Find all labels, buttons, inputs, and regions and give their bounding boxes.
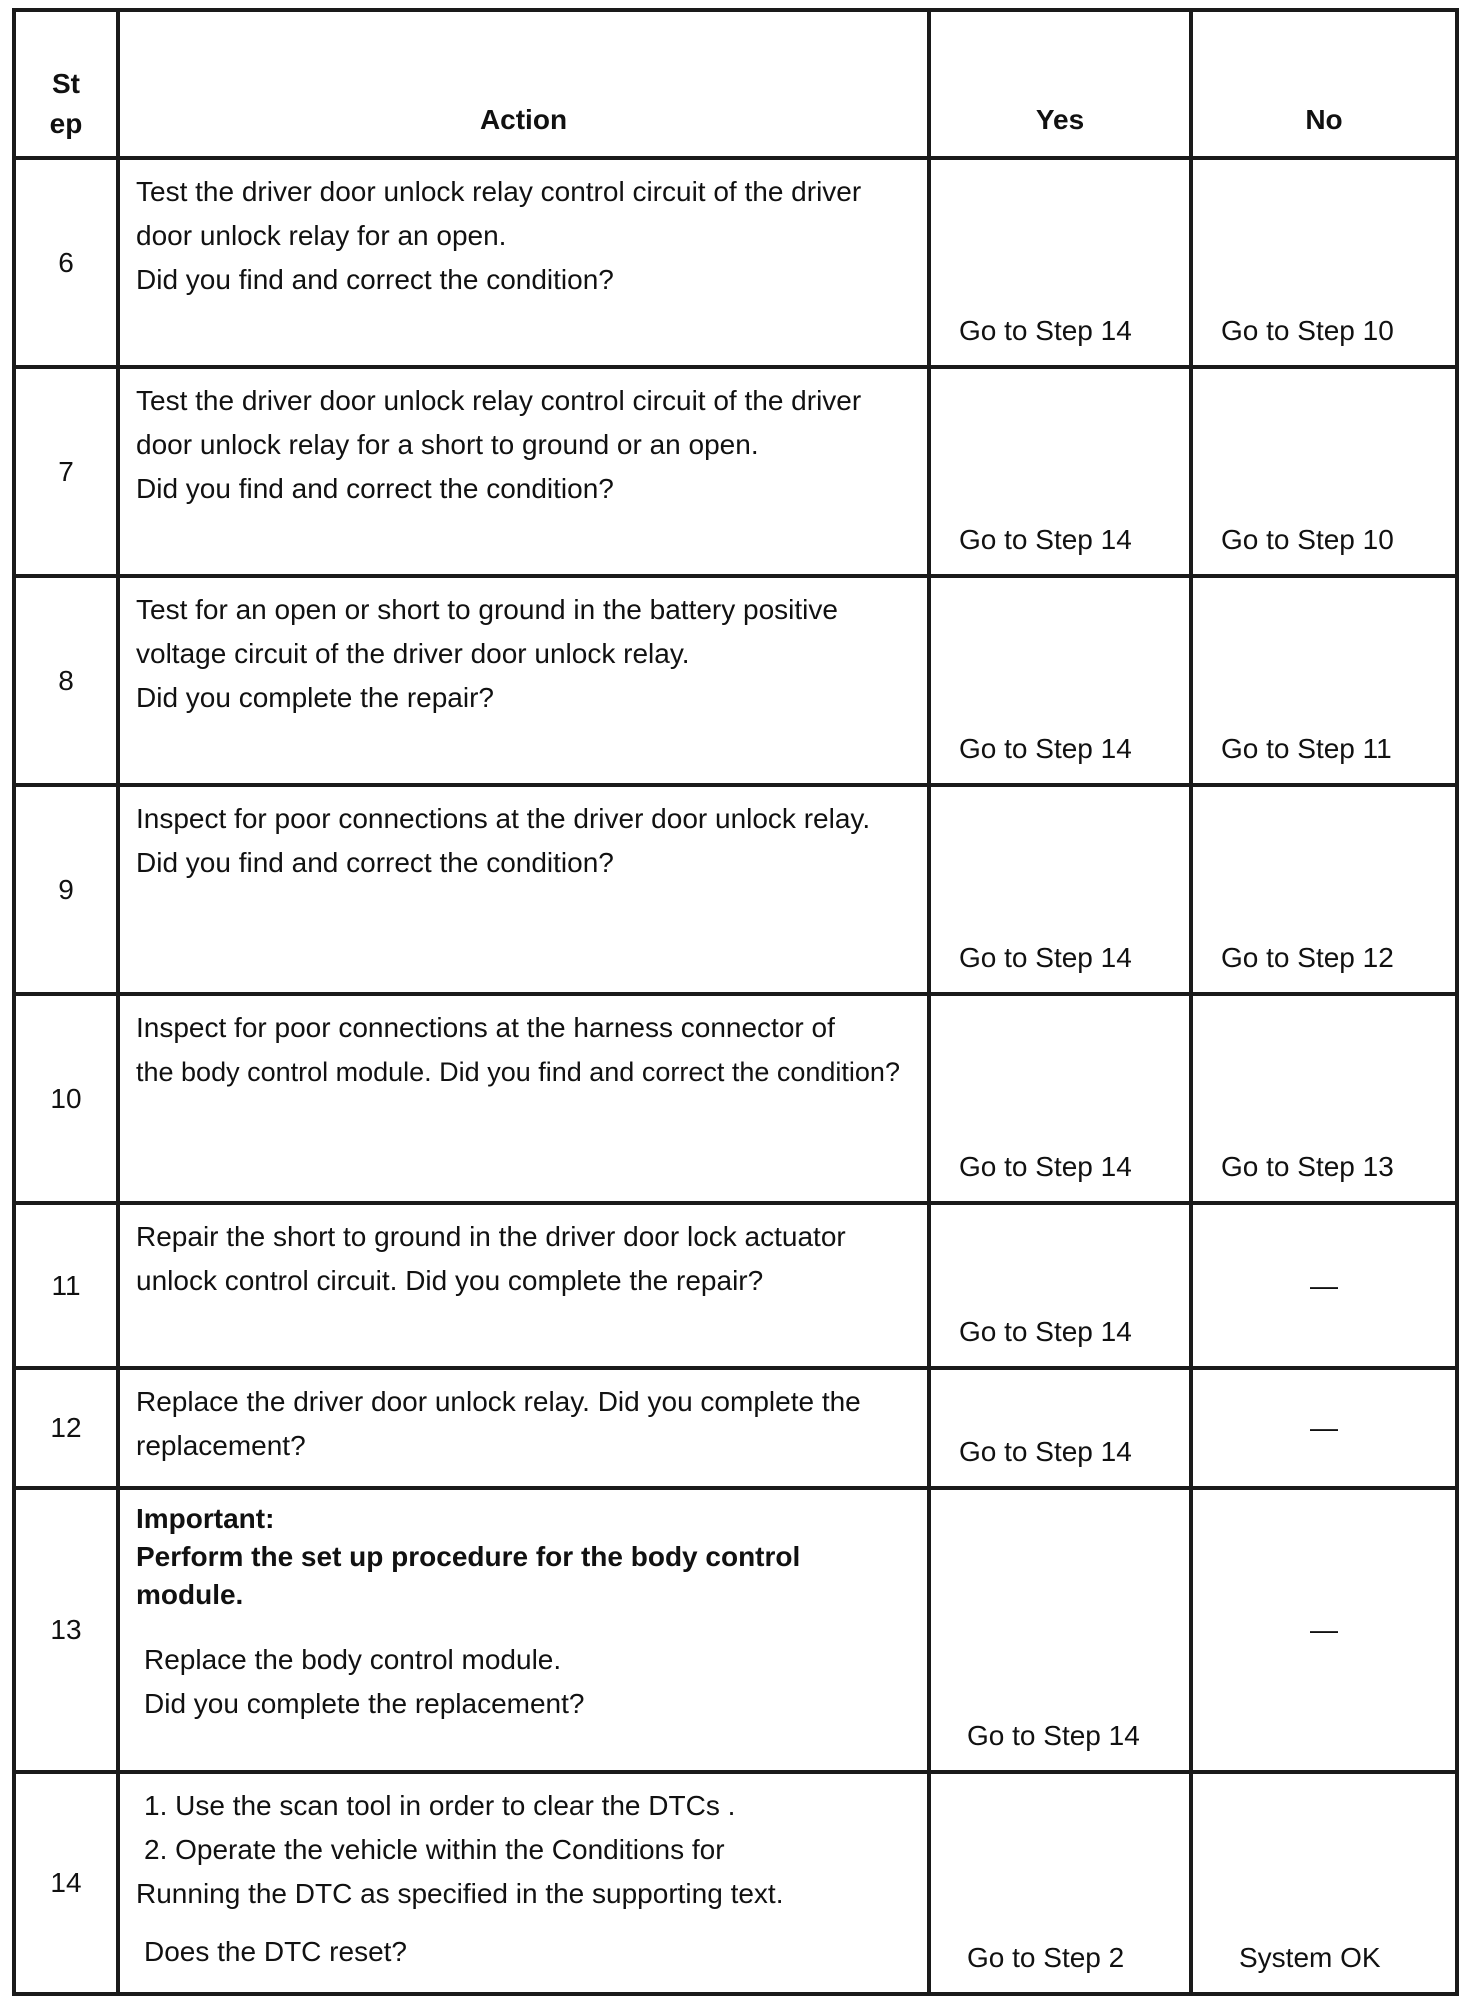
step-number: 10 bbox=[14, 994, 118, 1203]
action-line: Did you complete the repair? bbox=[136, 682, 494, 713]
table-row bbox=[14, 1203, 1457, 1368]
yes-cell: Go to Step 14 bbox=[929, 1203, 1191, 1368]
no-cell: Go to Step 12 bbox=[1191, 785, 1457, 994]
important-label: Important: bbox=[136, 1503, 275, 1534]
table-row bbox=[14, 785, 1457, 994]
action-line: Did you complete the replacement? bbox=[144, 1688, 585, 1719]
header-action: Action bbox=[118, 10, 929, 158]
action-line: Inspect for poor connections at the driver door unlock relay. bbox=[136, 803, 871, 834]
spacer bbox=[136, 1614, 915, 1638]
diagnostic-table bbox=[12, 8, 1459, 1996]
action-line: replacement? bbox=[136, 1430, 306, 1461]
step-number: 13 bbox=[14, 1488, 118, 1772]
step-number: 6 bbox=[14, 158, 118, 367]
important-line: Perform the set up procedure for the body control bbox=[136, 1541, 801, 1572]
action-cell bbox=[118, 785, 929, 994]
yes-cell: Go to Step 2 bbox=[929, 1772, 1191, 1994]
header-step bbox=[14, 10, 118, 158]
no-cell: Go to Step 10 bbox=[1191, 367, 1457, 576]
table-row bbox=[14, 994, 1457, 1203]
no-cell-dash: — bbox=[1191, 1368, 1457, 1488]
table-row bbox=[14, 1488, 1457, 1772]
action-line: 2. Operate the vehicle within the Conditions for bbox=[144, 1834, 725, 1865]
no-cell: Go to Step 11 bbox=[1191, 576, 1457, 785]
action-line: door unlock relay for a short to ground or an open. bbox=[136, 429, 759, 460]
yes-cell: Go to Step 14 bbox=[929, 785, 1191, 994]
step-number: 8 bbox=[14, 576, 118, 785]
yes-cell: Go to Step 14 bbox=[929, 994, 1191, 1203]
action-line: Test the driver door unlock relay control circuit of the driver bbox=[136, 385, 862, 416]
action-line: 1. Use the scan tool in order to clear the DTCs . bbox=[144, 1790, 736, 1821]
yes-cell: Go to Step 14 bbox=[929, 1488, 1191, 1772]
action-line: Running the DTC as specified in the supporting text. bbox=[136, 1878, 784, 1909]
header-yes: Yes bbox=[929, 10, 1191, 158]
action-cell bbox=[118, 1203, 929, 1368]
yes-cell: Go to Step 14 bbox=[929, 158, 1191, 367]
yes-cell: Go to Step 14 bbox=[929, 367, 1191, 576]
header-step-line2: ep bbox=[49, 108, 83, 139]
action-cell bbox=[118, 1368, 929, 1488]
action-cell bbox=[118, 576, 929, 785]
step-number: 11 bbox=[14, 1203, 118, 1368]
action-cell bbox=[118, 367, 929, 576]
no-cell-dash: — bbox=[1191, 1488, 1457, 1772]
table-row bbox=[14, 1772, 1457, 1994]
action-cell bbox=[118, 1488, 929, 1772]
action-line: Replace the body control module. bbox=[144, 1644, 562, 1675]
action-cell bbox=[118, 1772, 929, 1994]
no-cell: Go to Step 13 bbox=[1191, 994, 1457, 1203]
header-step-line1: St bbox=[52, 68, 80, 99]
step-number: 14 bbox=[14, 1772, 118, 1994]
action-cell bbox=[118, 158, 929, 367]
no-cell: System OK bbox=[1191, 1772, 1457, 1994]
important-line: module. bbox=[136, 1579, 244, 1610]
action-line: Did you find and correct the condition? bbox=[136, 847, 614, 878]
action-line: Repair the short to ground in the driver door lock actuator bbox=[136, 1221, 846, 1252]
action-cell bbox=[118, 994, 929, 1203]
table-row bbox=[14, 367, 1457, 576]
no-cell-dash: — bbox=[1191, 1203, 1457, 1368]
step-number: 12 bbox=[14, 1368, 118, 1488]
step-number: 9 bbox=[14, 785, 118, 994]
action-line: Did you find and correct the condition? bbox=[136, 473, 614, 504]
action-line: unlock control circuit. Did you complete the repair? bbox=[136, 1265, 764, 1296]
table-row bbox=[14, 158, 1457, 367]
action-line: Inspect for poor connections at the harness connector of bbox=[136, 1012, 835, 1043]
yes-cell: Go to Step 14 bbox=[929, 576, 1191, 785]
action-line: Does the DTC reset? bbox=[144, 1936, 407, 1967]
action-line: voltage circuit of the driver door unlock relay. bbox=[136, 638, 690, 669]
step-number: 7 bbox=[14, 367, 118, 576]
yes-cell: Go to Step 14 bbox=[929, 1368, 1191, 1488]
action-line: Test for an open or short to ground in the battery positive bbox=[136, 594, 838, 625]
header-row bbox=[14, 10, 1457, 158]
action-line: Did you find and correct the condition? bbox=[136, 264, 614, 295]
table-row bbox=[14, 576, 1457, 785]
action-line: door unlock relay for an open. bbox=[136, 220, 507, 251]
action-line: Test the driver door unlock relay control circuit of the driver bbox=[136, 176, 862, 207]
action-line: the body control module. Did you find and correct the condition? bbox=[136, 1057, 900, 1087]
action-line: Replace the driver door unlock relay. Did you complete the bbox=[136, 1386, 861, 1417]
no-cell: Go to Step 10 bbox=[1191, 158, 1457, 367]
table-row bbox=[14, 1368, 1457, 1488]
header-no: No bbox=[1191, 10, 1457, 158]
